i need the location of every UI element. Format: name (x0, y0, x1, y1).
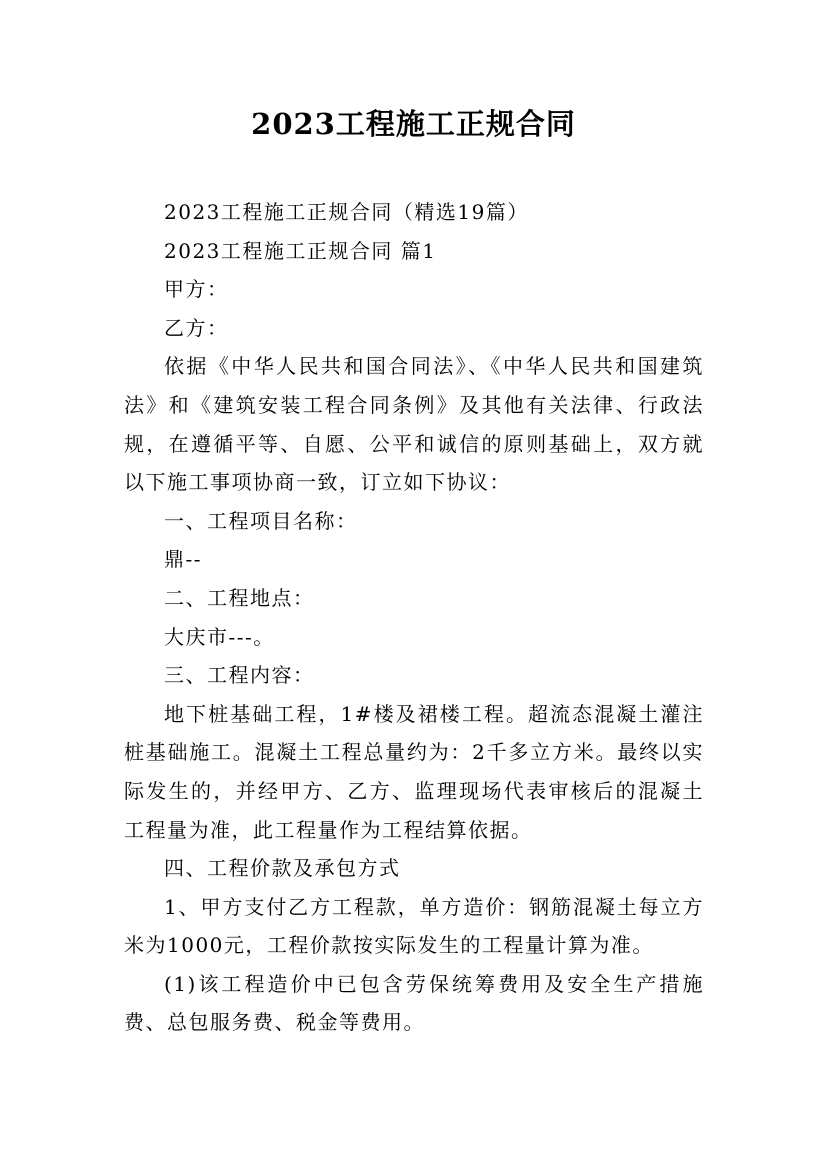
paragraph-item-4-heading: 四、工程价款及承包方式 (164, 856, 401, 881)
paragraph-party-b: 乙方： (164, 315, 229, 340)
paragraph-cost-inclusions: (1)该工程造价中已包含劳保统筹费用及安全生产措施费、总包服务费、税金等费用。 (124, 971, 704, 1035)
paragraph-payment-terms: 1、甲方支付乙方工程款，单方造价：钢筋混凝土每立方米为1000元，工程价款按实际发生的工程量计算为准。 (124, 894, 704, 958)
paragraph-subtitle: 2023工程施工正规合同（精选19篇） (164, 200, 529, 224)
paragraph-item-1-heading: 一、工程项目名称： (164, 508, 358, 533)
paragraph-preamble: 依据《中华人民共和国合同法》、《中华人民共和国建筑法》和《建筑安装工程合同条例》及其他有关法律、行政法规，在遵循平等、自愿、公平和诚信的原则基础上，双方就以下施工事项协商一致，订立如下协议： (124, 354, 704, 495)
paragraph-project-content: 地下桩基础工程，1#楼及裙楼工程。超流态混凝土灌注桩基础施工。混凝土工程总量约为：2千多立方米。最终以实际发生的，并经甲方、乙方、监理现场代表审核后的混凝土工程量为准，此工程量作为工程结算依据。 (124, 701, 704, 842)
paragraph-project-location: 大庆市---。 (164, 624, 275, 649)
document-title: 2023工程施工正规合同 (251, 107, 576, 141)
document-body (124, 193, 704, 1042)
paragraph-party-a: 甲方： (164, 277, 229, 302)
paragraph-project-name: 鼎-- (164, 547, 203, 572)
paragraph-item-3-heading: 三、工程内容： (164, 663, 315, 688)
paragraph-section-heading: 2023工程施工正规合同 篇1 (164, 238, 437, 263)
paragraph-item-2-heading: 二、工程地点： (164, 585, 315, 610)
